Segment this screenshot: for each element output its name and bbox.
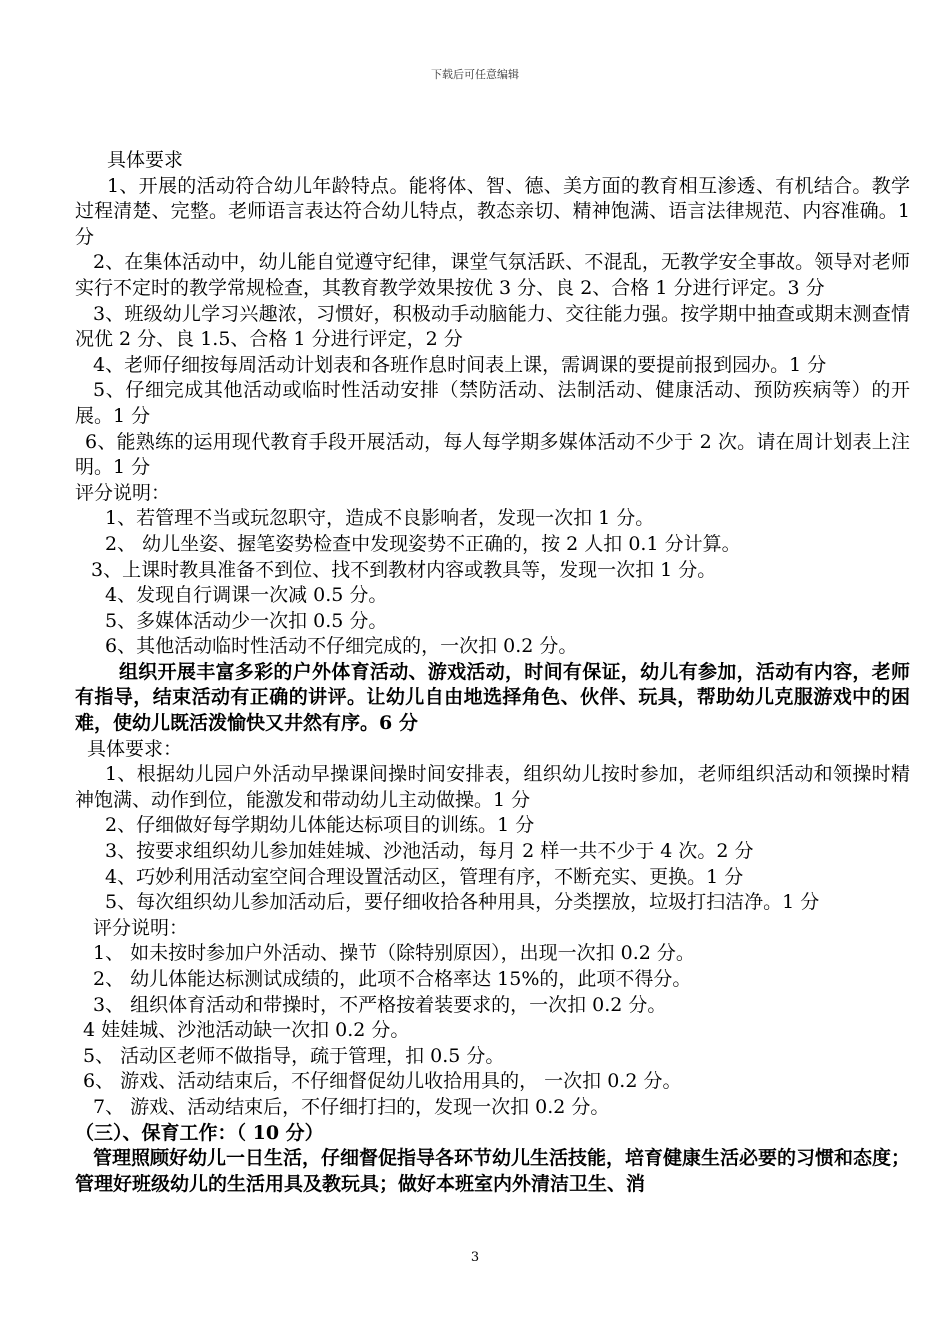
paragraph: 1、 如未按时参加户外活动、操节（除特别原因），出现一次扣 0.2 分。 xyxy=(93,942,695,965)
paragraph: 1、若管理不当或玩忽职守，造成不良影响者，发现一次扣 1 分。 xyxy=(105,507,655,530)
paragraph: 5、仔细完成其他活动或临时性活动安排（禁防活动、法制活动、健康活动、预防疾病等）的开展。1 分 xyxy=(75,379,910,427)
paragraph: 具体要求： xyxy=(87,737,183,760)
paragraph: 组织开展丰富多彩的户外体育活动、游戏活动，时间有保证，幼儿有参加，活动有内容，老师有指导，结束活动有正确的讲评。让幼儿自由地选择角色、伙伴、玩具，帮助幼儿克服游戏中的困难，使幼儿既活泼愉快又井然有序。6 分 xyxy=(75,660,910,735)
paragraph: 评分说明： xyxy=(75,481,171,504)
paragraph: （三）、保育工作：（ 10 分） xyxy=(75,1121,324,1144)
paragraph: 6、其他活动临时性活动不仔细完成的，一次扣 0.2 分。 xyxy=(105,635,578,658)
page-number: 3 xyxy=(470,1250,480,1265)
paragraph: 具体要求 xyxy=(107,149,184,171)
paragraph: 2、在集体活动中，幼儿能自觉遵守纪律，课堂气氛活跃、不混乱，无教学安全事故。领导对老师实行不定时的教学常规检查，其教育教学效果按优 3 分、良 2、合格 1 分进行评定。3 分 xyxy=(75,251,910,299)
paragraph: 6、 游戏、活动结束后，不仔细督促幼儿收拾用具的， 一次扣 0.2 分。 xyxy=(83,1070,682,1093)
paragraph: 4、巧妙利用活动室空间合理设置活动区，管理有序，不断充实、更换。1 分 xyxy=(105,865,744,888)
paragraph: 4 娃娃城、沙池活动缺一次扣 0.2 分。 xyxy=(83,1019,410,1042)
paragraph: 2、 幼儿体能达标测试成绩的，此项不合格率达 15%的，此项不得分。 xyxy=(93,968,692,990)
paragraph: 管理照顾好幼儿一日生活，仔细督促指导各环节幼儿生活技能，培育健康生活必要的习惯和态度；管理好班级幼儿的生活用具及教玩具；做好本班室内外清洁卫生、消 xyxy=(75,1147,911,1195)
paragraph: 2、 幼儿坐姿、握笔姿势检查中发现姿势不正确的，按 2 人扣 0.1 分计算。 xyxy=(105,532,741,555)
paragraph: 1、开展的活动符合幼儿年龄特点。能将体、智、德、美方面的教育相互渗透、有机结合。教学过程清楚、完整。老师语言表达符合幼儿特点，教态亲切、精神饱满、语言法律规范、内容准确。1 分 xyxy=(75,174,910,248)
paragraph: 2、仔细做好每学期幼儿体能达标项目的训练。1 分 xyxy=(105,814,535,837)
paragraph: 3、按要求组织幼儿参加娃娃城、沙池活动，每月 2 样一共不少于 4 次。2 分 xyxy=(105,840,754,863)
paragraph: 评分说明： xyxy=(93,916,189,939)
paragraph: 3、 组织体育活动和带操时，不严格按着装要求的，一次扣 0.2 分。 xyxy=(93,993,667,1016)
paragraph: 5、多媒体活动少一次扣 0.5 分。 xyxy=(105,609,388,632)
paragraph: 3、班级幼儿学习兴趣浓，习惯好，积极动手动脑能力、交往能力强。按学期中抽查或期末测查情况优 2 分、良 1.5、合格 1 分进行评定，2 分 xyxy=(75,302,910,351)
paragraph: 5、每次组织幼儿参加活动后，要仔细收拾各种用具，分类摆放，垃圾打扫洁净。1 分 xyxy=(105,891,820,914)
paragraph: 5、 活动区老师不做指导，疏于管理，扣 0.5 分。 xyxy=(83,1044,505,1067)
page-header: 下载后可任意编辑 xyxy=(431,68,519,81)
paragraph: 6、能熟练的运用现代教育手段开展活动，每人每学期多媒体活动不少于 2 次。请在周计划表上注明。1 分 xyxy=(75,430,910,479)
paragraph: 1、根据幼儿园户外活动早操课间操时间安排表，组织幼儿按时参加，老师组织活动和领操时精神饱满、动作到位，能激发和带动幼儿主动做操。1 分 xyxy=(75,763,910,811)
paragraph: 4、老师仔细按每周活动计划表和各班作息时间表上课，需调课的要提前报到园办。1 分 xyxy=(93,353,827,376)
document-body xyxy=(75,148,910,1197)
paragraph: 7、 游戏、活动结束后，不仔细打扫的，发现一次扣 0.2 分。 xyxy=(93,1095,610,1118)
paragraph: 3、上课时教具准备不到位、找不到教材内容或教具等，发现一次扣 1 分。 xyxy=(91,558,717,581)
paragraph: 4、发现自行调课一次减 0.5 分。 xyxy=(105,584,388,607)
